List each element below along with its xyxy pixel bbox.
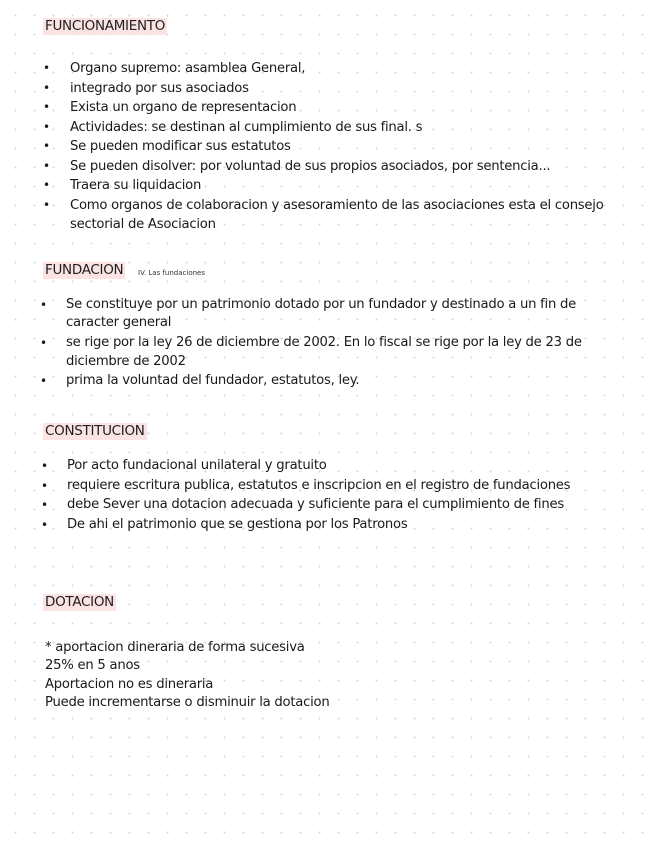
list-item: • Se pueden modificar sus estatutos <box>70 137 640 157</box>
list-item: • Se constituye por un patrimonio dotado por un fundador y destinado a un fin de caracter general <box>66 296 631 333</box>
list-item: • Se pueden disolver: por voluntad de sus propios asociados, por sentencia... <box>70 157 640 177</box>
text-line: Aportacion no es dineraria <box>45 676 214 692</box>
heading-constitucion: CONSTITUCION <box>45 423 145 439</box>
list-item: • Exista un organo de representacion <box>70 98 640 118</box>
list-item: • Organo supremo: asamblea General, <box>70 59 640 79</box>
heading-fundacion: FUNDACION <box>45 262 124 278</box>
list-item: • prima la voluntad del fundador, estatutos, ley. <box>66 372 631 390</box>
text-line: Puede incrementarse o disminuir la dotacion <box>45 695 330 711</box>
list-item: • Actividades: se destinan al cumplimiento de sus final. s <box>70 118 640 138</box>
list-item: • se rige por la ley 26 de diciembre de 2002. En lo fiscal se rige por la ley de 23 de diciembre de 2002 <box>66 334 631 371</box>
list-item: • Traera su liquidacion <box>70 176 640 196</box>
heading-dotacion: DOTACION <box>45 594 114 610</box>
heading-funcionamiento: FUNCIONAMIENTO <box>45 18 166 34</box>
text-line: 25% en 5 anos <box>45 658 140 674</box>
list-item: • Por acto fundacional unilateral y gratuito <box>67 457 632 475</box>
dotacion-lines <box>45 639 605 713</box>
fundacion-note: IV. Las fundaciones <box>138 269 205 277</box>
list-item: • De ahi el patrimonio que se gestiona por los Patronos <box>67 516 632 534</box>
funcionamiento-list <box>70 59 640 235</box>
list-item: • Como organos de colaboracion y asesoramiento de las asociaciones esta el consejo sectorial de Asociacion <box>70 196 640 235</box>
fundacion-list <box>66 296 631 392</box>
list-item: • debe Sever una dotacion adecuada y suficiente para el cumplimiento de fines <box>67 496 632 514</box>
text-line: * aportacion dineraria de forma sucesiva <box>45 640 305 655</box>
list-item: • requiere escritura publica, estatutos e inscripcion en el registro de fundaciones <box>67 477 632 495</box>
list-item: • integrado por sus asociados <box>70 79 640 99</box>
constitucion-list <box>67 457 632 535</box>
